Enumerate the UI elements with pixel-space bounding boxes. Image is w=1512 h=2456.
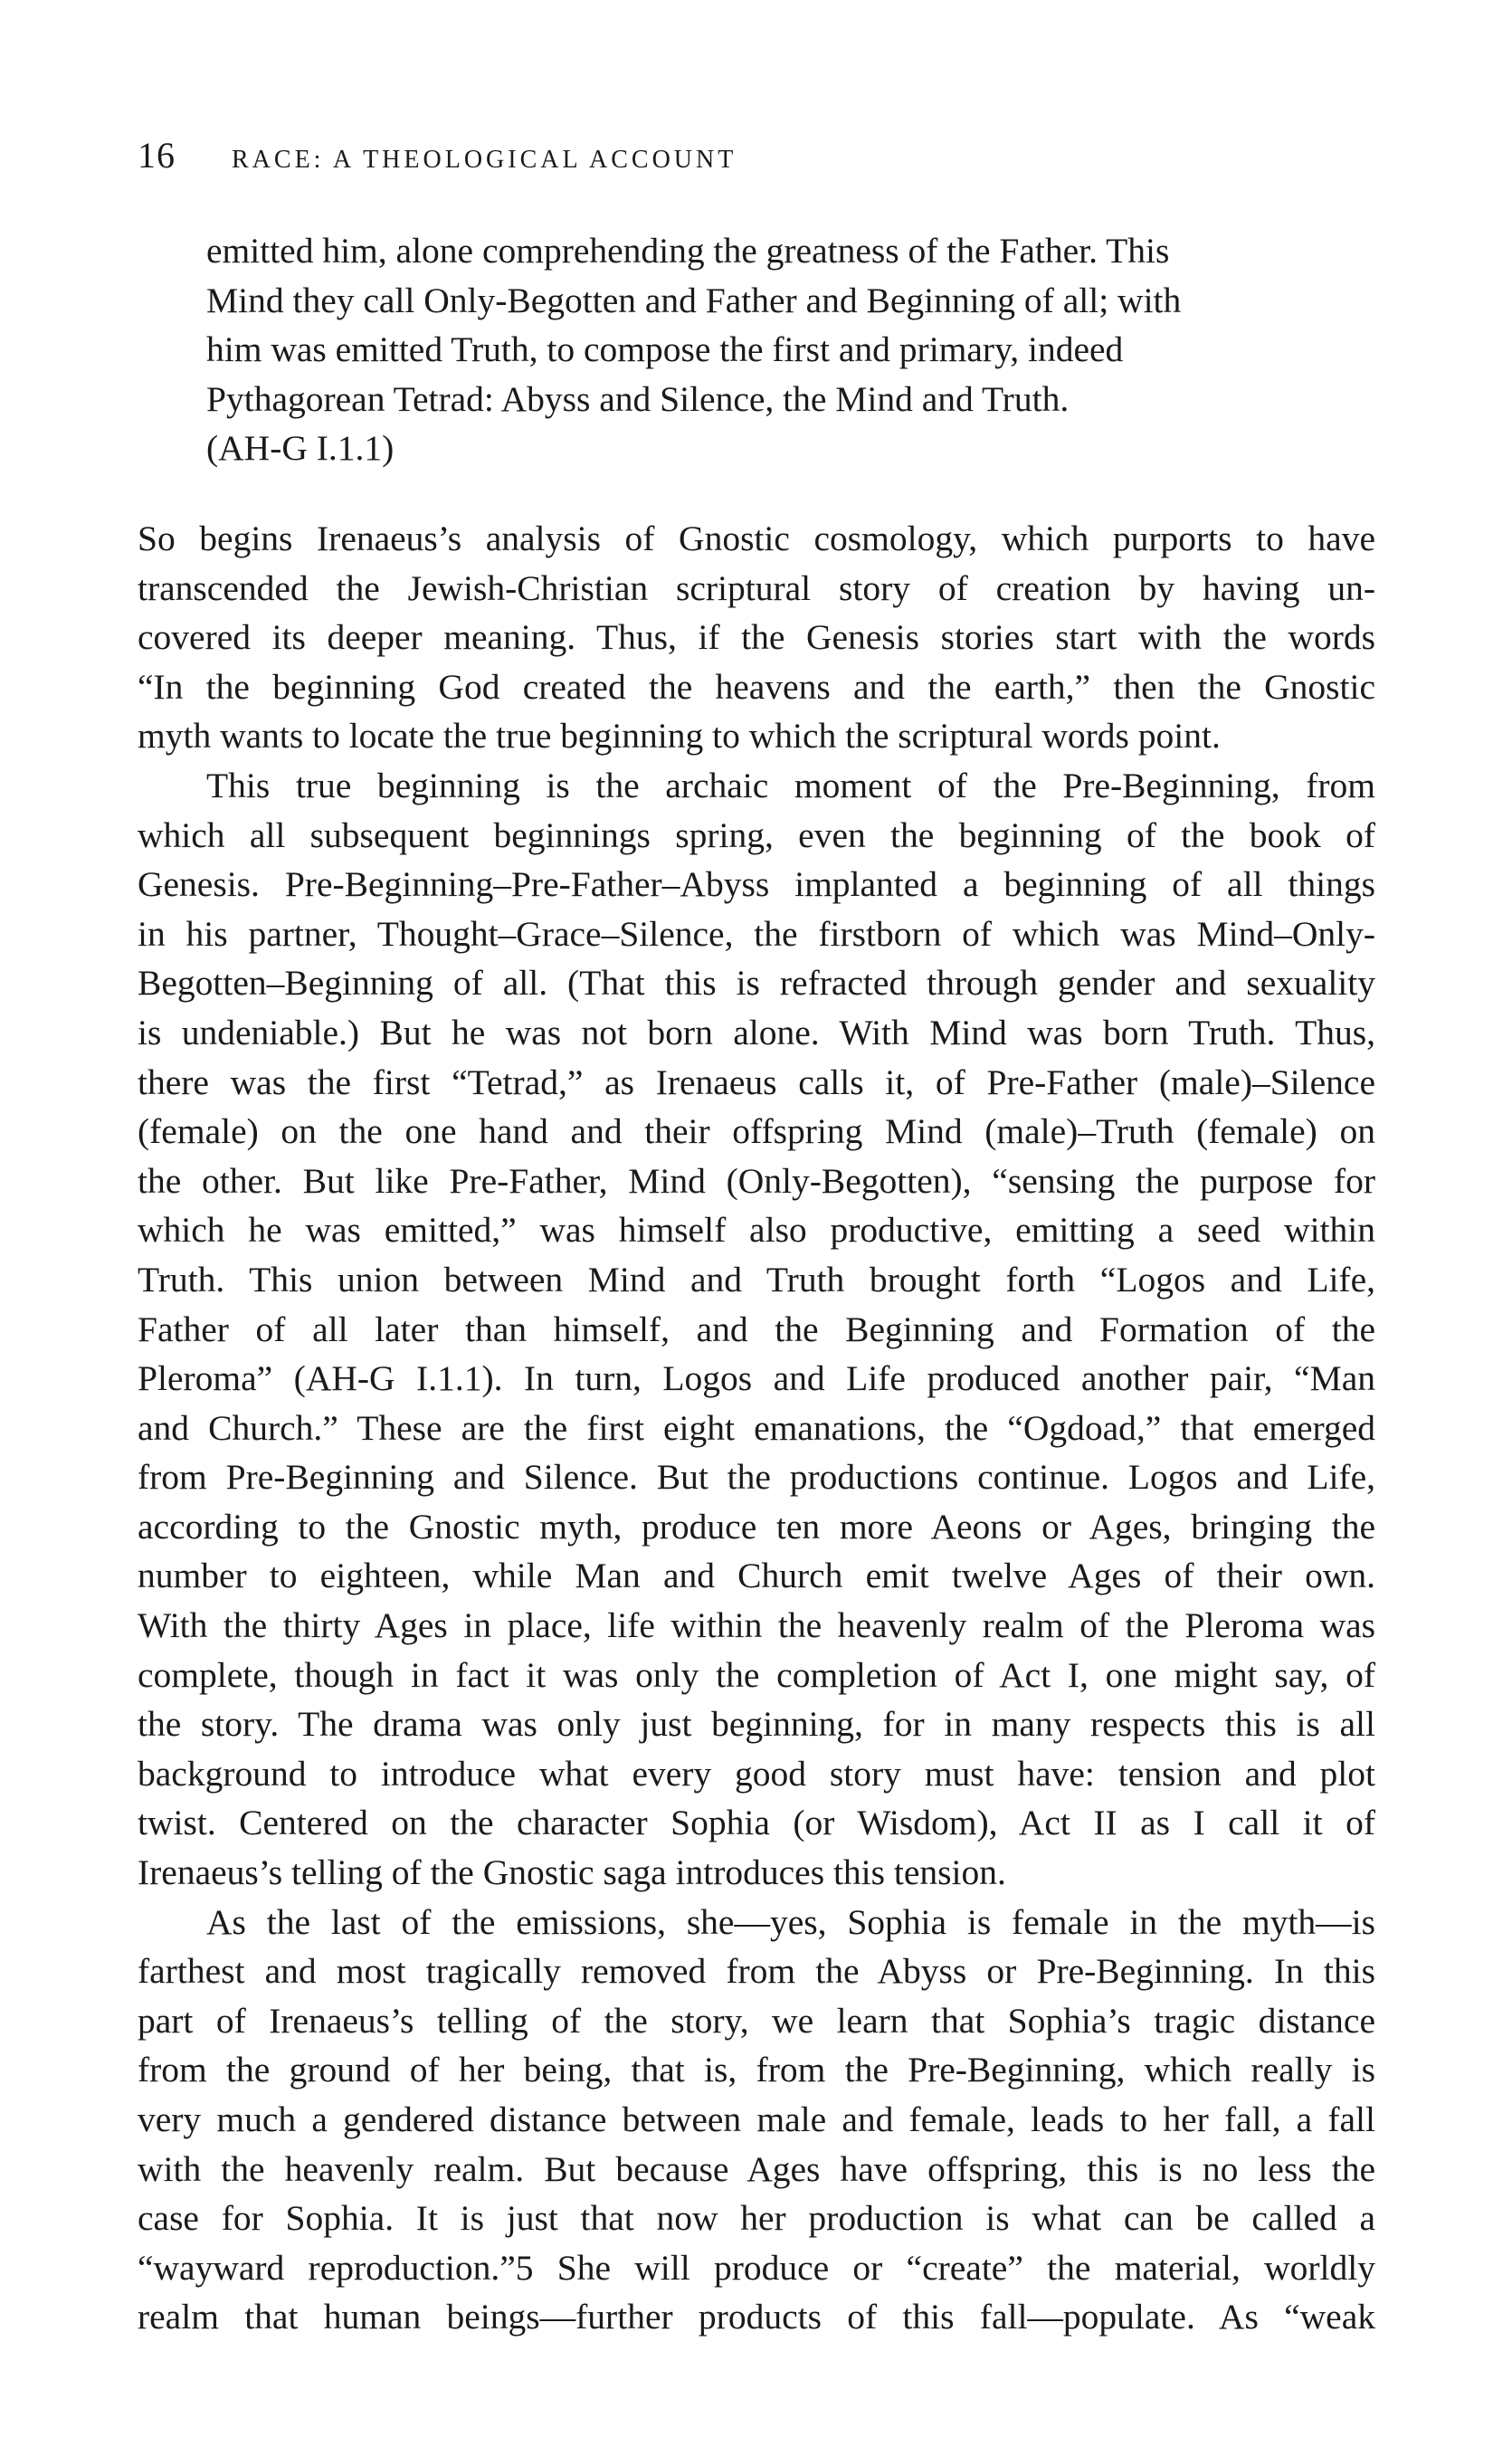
text-line: in his partner, Thought–Grace–Silence, the firstborn of which was Mind–Only- [138,913,1375,954]
body-text [138,514,1375,2342]
quote-line: Pythagorean Tetrad: Abyss and Silence, the Mind and Truth. [206,378,1070,419]
text-line: farthest and most tragically removed from the Abyss or Pre-Beginning. In this [138,1951,1375,1992]
text-line: “wayward reproduction.”5 She will produce or “create” the material, worldly [138,2247,1375,2288]
text-line: Genesis. Pre-Beginning–Pre-Father–Abyss implanted a beginning of all things [138,864,1375,905]
text-line: there was the first “Tetrad,” as Irenaeus calls it, of Pre-Father (male)–Silence [138,1061,1375,1102]
text-line: from Pre-Beginning and Silence. But the productions continue. Logos and Life, [138,1457,1375,1498]
paragraph [138,514,1375,761]
running-head [138,134,1386,179]
page-number: 16 [138,135,176,176]
quote-line: emitted him, alone comprehending the greatness of the Father. This [206,231,1170,271]
text-line: part of Irenaeus’s telling of the story, we learn that Sophia’s tragic distance [138,2000,1375,2041]
text-line: Irenaeus’s telling of the Gnostic saga introduces this tension. [138,1852,1006,1893]
text-line: Truth. This union between Mind and Truth brought forth “Logos and Life, [138,1259,1375,1299]
text-line: So begins Irenaeus’s analysis of Gnostic cosmology, which purports to have [138,519,1375,558]
text-line: is undeniable.) But he was not born alone. With Mind was born Truth. Thus, [138,1012,1375,1052]
text-line: twist. Centered on the character Sophia (or Wisdom), Act II as I call it of [138,1803,1375,1843]
text-line: “In the beginning God created the heavens and the earth,” then the Gnostic [138,666,1375,707]
text-line: realm that human beings—further products of this fall—populate. As “weak [138,2297,1375,2337]
quote-citation: (AH-G I.1.1) [206,428,395,469]
running-title: RACE: A THEOLOGICAL ACCOUNT [232,146,737,174]
block-quote [206,226,1321,473]
text-line: from the ground of her being, that is, from the Pre-Beginning, which really is [138,2050,1375,2090]
text-line: case for Sophia. It is just that now her production is what can be called a [138,2198,1375,2239]
text-line: which all subsequent beginnings spring, even the beginning of the book of [138,814,1375,855]
paragraph [138,1898,1375,2342]
text-line: Father of all later than himself, and the Beginning and Formation of the [138,1309,1375,1349]
text-line: myth wants to locate the true beginning to which the scriptural words point. [138,716,1221,757]
quote-line: Mind they call Only-Begotten and Father and Beginning of all; with [206,280,1182,320]
text-line: covered its deeper meaning. Thus, if the Genesis stories start with the words [138,617,1375,658]
text-line: complete, though in fact it was only the completion of Act I, one might say, of [138,1654,1375,1695]
text-line: and Church.” These are the first eight emanations, the “Ogdoad,” that emerged [138,1407,1375,1448]
text-line: With the thirty Ages in place, life within the heavenly realm of the Pleroma was [138,1605,1375,1646]
text-line: the other. But like Pre-Father, Mind (Only-Begotten), “sensing the purpose for [138,1160,1375,1201]
text-line: background to introduce what every good story must have: tension and plot [138,1753,1375,1794]
text-line: (female) on the one hand and their offspring Mind (male)–Truth (female) on [138,1111,1375,1152]
text-line: This true beginning is the archaic moment of the Pre-Beginning, from [206,765,1375,805]
text-line: with the heavenly realm. But because Ages have offspring, this is no less the [138,2148,1375,2189]
text-line: Begotten–Beginning of all. (That this is refracted through gender and sexuality [138,963,1375,1004]
text-line: Pleroma” (AH-G I.1.1). In turn, Logos and Life produced another pair, “Man [138,1358,1375,1399]
text-line: number to eighteen, while Man and Church emit twelve Ages of their own. [138,1556,1375,1596]
text-line: the story. The drama was only just beginning, for in many respects this is all [138,1704,1375,1745]
text-line: transcended the Jewish-Christian scriptural story of creation by having un- [138,567,1375,608]
quote-line: him was emitted Truth, to compose the first and primary, indeed [206,329,1124,370]
text-line: which he was emitted,” was himself also productive, emitting a seed within [138,1210,1375,1251]
paragraph [138,761,1375,1898]
text-line: As the last of the emissions, she—yes, Sophia is female in the myth—is [206,1901,1375,1942]
text-line: very much a gendered distance between male and female, leads to her fall, a fall [138,2099,1375,2139]
text-line: according to the Gnostic myth, produce ten more Aeons or Ages, bringing the [138,1506,1375,1547]
